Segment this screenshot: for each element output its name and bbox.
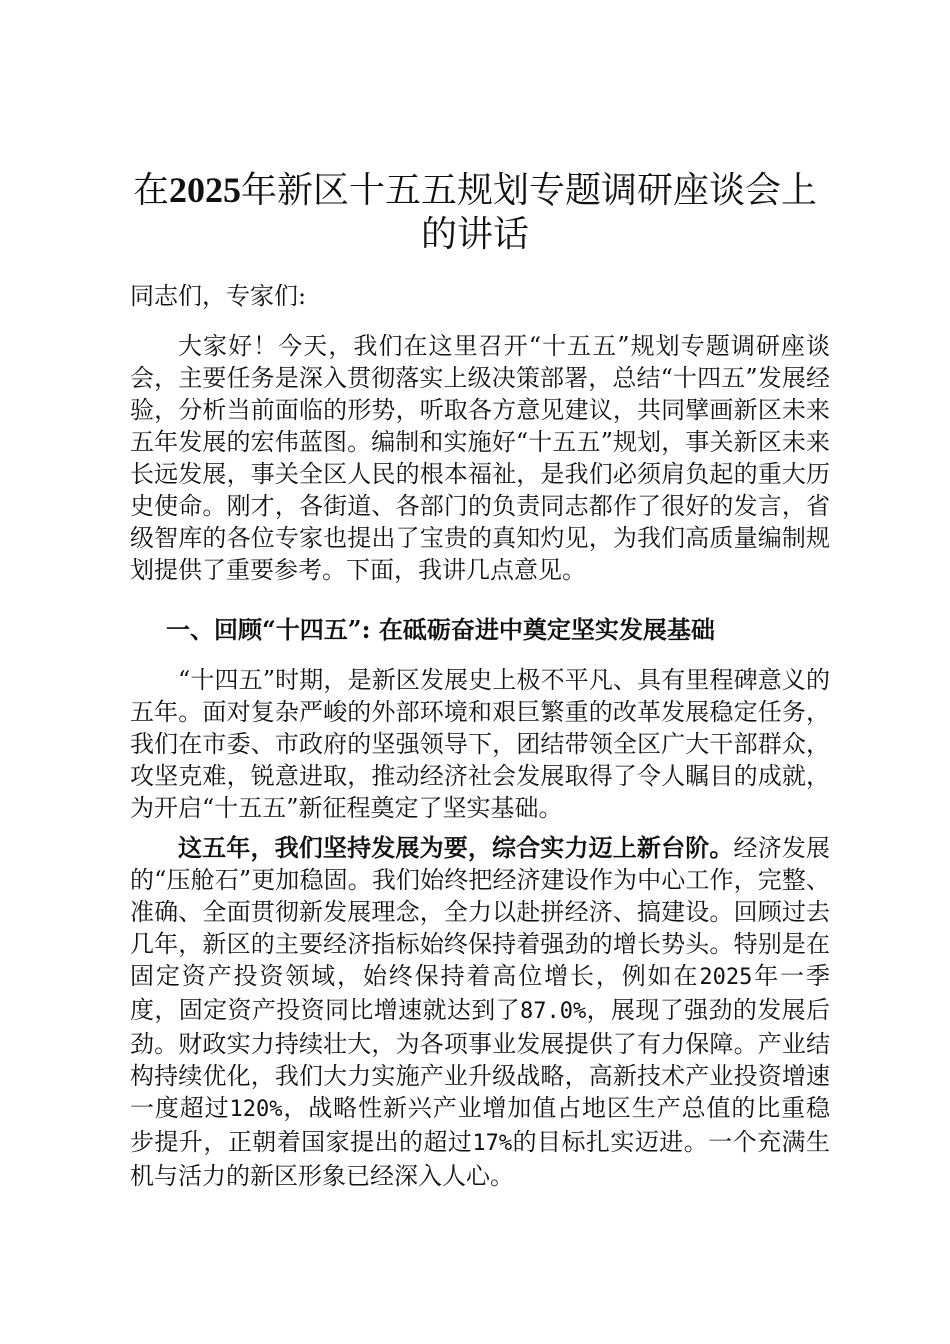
year-value: 2025 (699, 965, 753, 990)
paragraph-text: ，展现了强劲的发展后劲。财政实力持续壮大，为各项事业发展提供了有力保障。产业结构持续优化，我们大力实施产业升级战略，高新技术产业投资增速一度超过 (130, 996, 831, 1122)
title-year: 2025 (169, 170, 241, 210)
hightech-growth-value: 120% (229, 1097, 283, 1122)
growth-rate-value: 87.0% (520, 999, 587, 1024)
title-rest: 年新区十五五规划专题调研座谈会上的讲话 (241, 170, 818, 255)
paragraph-opening: 大家好！今天，我们在这里召开“十五五”规划专题调研座谈会，主要任务是深入贯彻落实上级决策部署，总结“十四五”发展经验，分析当前面临的形势，听取各方意见建议，共同擘画新区未来五年发展的宏伟蓝图。编制和实施好“十五五”规划，事关新区未来长远发展，事关全区人民的根本福祉，是我们必须肩负起的重大历史使命。刚才，各街道、各部门的负责同志都作了很好的发言，省级智库的各位专家也提出了宝贵的真知灼见，为我们高质量编制规划提供了重要参考。下面，我讲几点意见。 (130, 332, 830, 584)
speech-title (120, 168, 830, 257)
paragraph-text: 经济发展的“压舱石”更加稳固。我们始终把经济建设作为中心工作，完整、准确、全面贯彻新发展理念，全力以赴拼经济、搞建设。回顾过去几年，新区的主要经济指标始终保持着强劲的增长势头。特别是在固定资产投资领域，始终保持着高位增长，例如在 (130, 834, 831, 990)
paragraph-lead-sentence: 这五年，我们坚持发展为要，综合实力迈上新台阶。 (178, 833, 734, 862)
paragraph-achievements (130, 832, 830, 1192)
title-prefix: 在 (132, 170, 169, 211)
salutation: 同志们，专家们: (130, 282, 307, 310)
paragraph-review: “十四五”时期，是新区发展史上极不平凡、具有里程碑意义的五年。面对复杂严峻的外部环境和艰巨繁重的改革发展稳定任务，我们在市委、市政府的坚强领导下，团结带领全区广大干部群众，攻坚克难，锐意进取，推动经济社会发展取得了令人瞩目的成就，为开启“十五五”新征程奠定了坚实基础。 (130, 666, 830, 822)
section-heading: 一、回顾“十四五”: 在砥砺奋进中奠定坚实发展基础 (166, 615, 715, 644)
paragraph-text: 年一季度，固定资产投资同比增速就达到了 (130, 962, 831, 1024)
target-share-value: 17% (472, 1131, 513, 1156)
paragraph-text: ，战略性新兴产业增加值占地区生产总值的比重稳步提升，正朝着国家提出的超过 (130, 1094, 831, 1156)
paragraph-text: 的目标扎实迈进。一个充满生机与活力的新区形象已经深入人心。 (130, 1128, 831, 1190)
